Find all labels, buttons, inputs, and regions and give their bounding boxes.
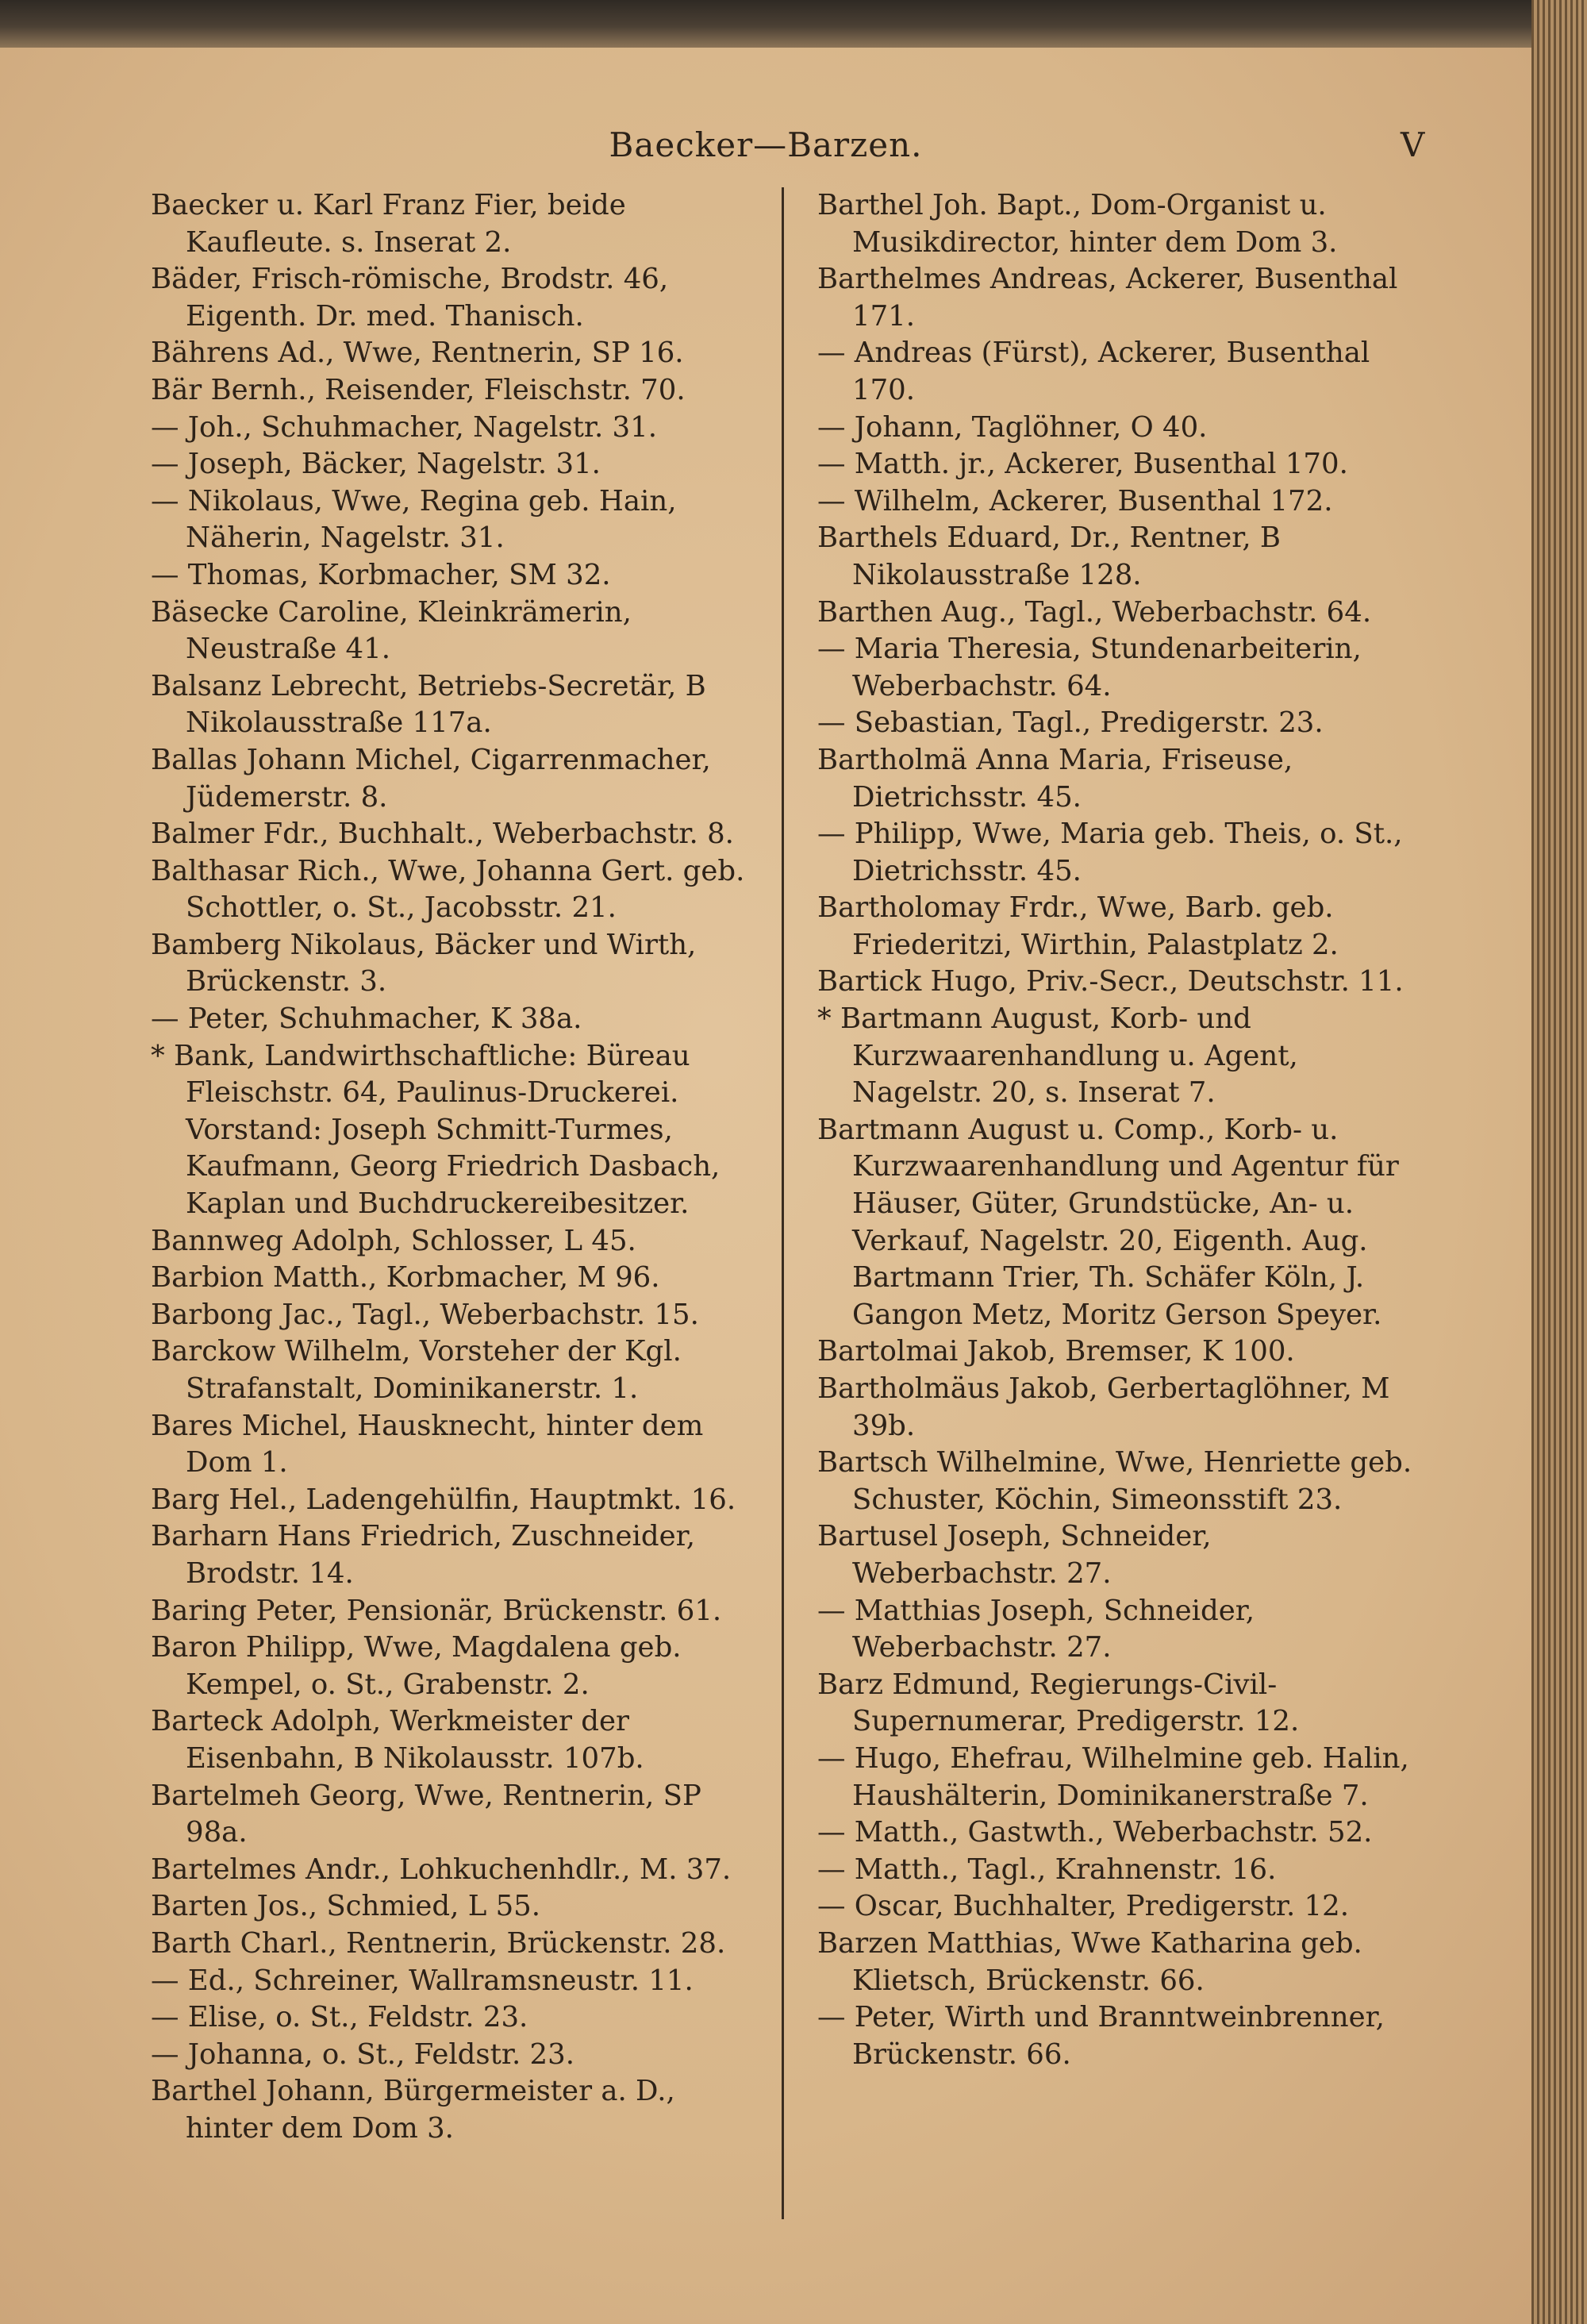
- directory-entry: Barth Charl., Rentnerin, Brückenstr. 28.: [151, 1926, 726, 1960]
- directory-entry: Balthasar Rich., Wwe, Johanna Gert. geb. Schottler, o. St., Jacobsstr. 21.: [151, 854, 745, 925]
- directory-entry: Bartelmes Andr., Lohkuchenhdlr., M. 37.: [151, 1853, 732, 1886]
- directory-entry: — Thomas, Korbmacher, SM 32.: [151, 558, 611, 591]
- directory-entry: Bährens Ad., Wwe, Rentnerin, SP 16.: [151, 337, 684, 370]
- directory-entry: Barthel Johann, Bürgermeister a. D., hinter dem Dom 3.: [151, 2075, 675, 2145]
- directory-entry: Bär Bernh., Reisender, Fleischstr. 70.: [151, 373, 686, 406]
- directory-entry: Barg Hel., Ladengehülfin, Hauptmkt. 16.: [151, 1483, 736, 1516]
- directory-entry: Bamberg Nikolaus, Bäcker und Wirth, Brückenstr. 3.: [151, 928, 697, 998]
- left-column: [151, 187, 770, 2147]
- directory-entry: Barteck Adolph, Werkmeister der Eisenbahn, B Nikolausstr. 107b.: [151, 1705, 644, 1775]
- directory-entry: — Joh., Schuhmacher, Nagelstr. 31.: [151, 410, 658, 444]
- directory-entry: — Matthias Joseph, Schneider, Weberbachstr. 27.: [817, 1594, 1255, 1664]
- directory-entry: Baron Philipp, Wwe, Magdalena geb. Kempel, o. St., Grabenstr. 2.: [151, 1631, 682, 1701]
- column-divider: [782, 187, 784, 2219]
- directory-entry: — Elise, o. St., Feldstr. 23.: [151, 2001, 528, 2034]
- directory-entry: Bartusel Joseph, Schneider, Weberbachstr. 27.: [817, 1520, 1212, 1590]
- directory-entry: Barthen Aug., Tagl., Weberbachstr. 64.: [817, 595, 1372, 629]
- directory-entry: Bartick Hugo, Priv.-Secr., Deutschstr. 11.: [817, 965, 1404, 998]
- directory-entry: — Nikolaus, Wwe, Regina geb. Hain, Näherin, Nagelstr. 31.: [151, 484, 677, 555]
- directory-entry: Barbion Matth., Korbmacher, M 96.: [151, 1261, 660, 1295]
- directory-entry: Bartholmä Anna Maria, Friseuse, Dietrichsstr. 45.: [817, 743, 1293, 814]
- directory-entry: — Philipp, Wwe, Maria geb. Theis, o. St., Dietrichsstr. 45.: [817, 818, 1403, 887]
- directory-entry: Baring Peter, Pensionär, Brückenstr. 61.: [151, 1594, 722, 1627]
- directory-entry: — Matth., Gastwth., Weberbachstr. 52.: [817, 1816, 1373, 1849]
- directory-entry: Barthelmes Andreas, Ackerer, Busenthal 171.: [817, 263, 1398, 333]
- directory-entry: Bares Michel, Hausknecht, hinter dem Dom 1.: [151, 1409, 704, 1479]
- page-number: V: [1401, 125, 1425, 164]
- directory-entry: — Joseph, Bäcker, Nagelstr. 31.: [151, 448, 601, 481]
- directory-entry: Bannweg Adolph, Schlosser, L 45.: [151, 1224, 636, 1257]
- directory-entry: Barckow Wilhelm, Vorsteher der Kgl. Strafanstalt, Dominikanerstr. 1.: [151, 1335, 682, 1405]
- directory-entry: Bartmann August u. Comp., Korb- u. Kurzwaarenhandlung und Agentur für Häuser, Güter, Grundstücke, An- u. Verkauf, Nagelstr. 20, Eigenth. Aug. Bartmann Trier, Th. Schäfer Köln, J. Gangon Metz, Moritz Gerson Speyer.: [817, 1113, 1399, 1331]
- directory-entry: * Bank, Landwirthschaftliche: Büreau Fleischstr. 64, Paulinus-Druckerei. Vorstand: Joseph Schmitt-Turmes, Kaufmann, Georg Friedrich Dasbach, Kaplan und Buchdruckereibesitzer.: [151, 1039, 720, 1221]
- directory-entry: Bartholomay Frdr., Wwe, Barb. geb. Friederitzi, Wirthin, Palastplatz 2.: [817, 891, 1339, 961]
- directory-entry: Barten Jos., Schmied, L 55.: [151, 1890, 541, 1923]
- directory-entry: Bartelmeh Georg, Wwe, Rentnerin, SP 98a.: [151, 1779, 701, 1849]
- page-header: [0, 125, 1531, 173]
- directory-entry: — Johanna, o. St., Feldstr. 23.: [151, 2037, 574, 2071]
- directory-entry: Bäsecke Caroline, Kleinkrämerin, Neustraße 41.: [151, 595, 632, 666]
- directory-entry: — Matth. jr., Ackerer, Busenthal 170.: [817, 448, 1348, 481]
- directory-entry: — Sebastian, Tagl., Predigerstr. 23.: [817, 706, 1324, 740]
- directory-entry: * Bartmann August, Korb- und Kurzwaarenhandlung u. Agent, Nagelstr. 20, s. Inserat 7.: [817, 1002, 1298, 1110]
- directory-entry: Bartholmäus Jakob, Gerbertaglöhner, M 39b.: [817, 1372, 1390, 1442]
- directory-entry: — Andreas (Fürst), Ackerer, Busenthal 170.: [817, 337, 1370, 406]
- book-spine: [0, 0, 1531, 48]
- directory-entry: Ballas Johann Michel, Cigarrenmacher, Jüdemerstr. 8.: [151, 743, 711, 814]
- directory-entry: — Matth., Tagl., Krahnenstr. 16.: [817, 1853, 1277, 1886]
- directory-entry: Balmer Fdr., Buchhalt., Weberbachstr. 8.: [151, 818, 734, 851]
- directory-entry: — Wilhelm, Ackerer, Busenthal 172.: [817, 484, 1333, 518]
- directory-entry: Barharn Hans Friedrich, Zuschneider, Brodstr. 14.: [151, 1520, 695, 1590]
- directory-entry: Baecker u. Karl Franz Fier, beide Kaufleute. s. Inserat 2.: [151, 189, 626, 259]
- directory-entry: Bartolmai Jakob, Bremser, K 100.: [817, 1335, 1295, 1368]
- directory-entry: — Peter, Wirth und Branntweinbrenner, Brückenstr. 66.: [817, 2001, 1385, 2071]
- directory-entry: — Oscar, Buchhalter, Predigerstr. 12.: [817, 1890, 1350, 1923]
- directory-entry: — Johann, Taglöhner, O 40.: [817, 410, 1208, 444]
- directory-entry: — Hugo, Ehefrau, Wilhelmine geb. Halin, Haushälterin, Dominikanerstraße 7.: [817, 1741, 1409, 1812]
- right-column: [817, 187, 1424, 2073]
- directory-entry: Barthels Eduard, Dr., Rentner, B Nikolausstraße 128.: [817, 521, 1281, 591]
- directory-entry: — Peter, Schuhmacher, K 38a.: [151, 1002, 582, 1036]
- page-edges: [1531, 0, 1587, 2324]
- running-head: Baecker—Barzen.: [609, 125, 923, 164]
- directory-entry: — Ed., Schreiner, Wallramsneustr. 11.: [151, 1964, 694, 1997]
- directory-entry: Bäder, Frisch-römische, Brodstr. 46, Eigenth. Dr. med. Thanisch.: [151, 263, 669, 333]
- directory-entry: Balsanz Lebrecht, Betriebs-Secretär, B Nikolausstraße 117a.: [151, 669, 706, 740]
- directory-entry: Barthel Joh. Bapt., Dom-Organist u. Musikdirector, hinter dem Dom 3.: [817, 189, 1338, 259]
- directory-entry: Barbong Jac., Tagl., Weberbachstr. 15.: [151, 1298, 699, 1331]
- directory-entry: Barzen Matthias, Wwe Katharina geb. Klietsch, Brückenstr. 66.: [817, 1926, 1362, 1997]
- directory-entry: — Maria Theresia, Stundenarbeiterin, Weberbachstr. 64.: [817, 633, 1362, 702]
- directory-entry: Bartsch Wilhelmine, Wwe, Henriette geb. Schuster, Köchin, Simeonsstift 23.: [817, 1446, 1412, 1516]
- directory-entry: Barz Edmund, Regierungs-Civil-Supernumerar, Predigerstr. 12.: [817, 1668, 1300, 1738]
